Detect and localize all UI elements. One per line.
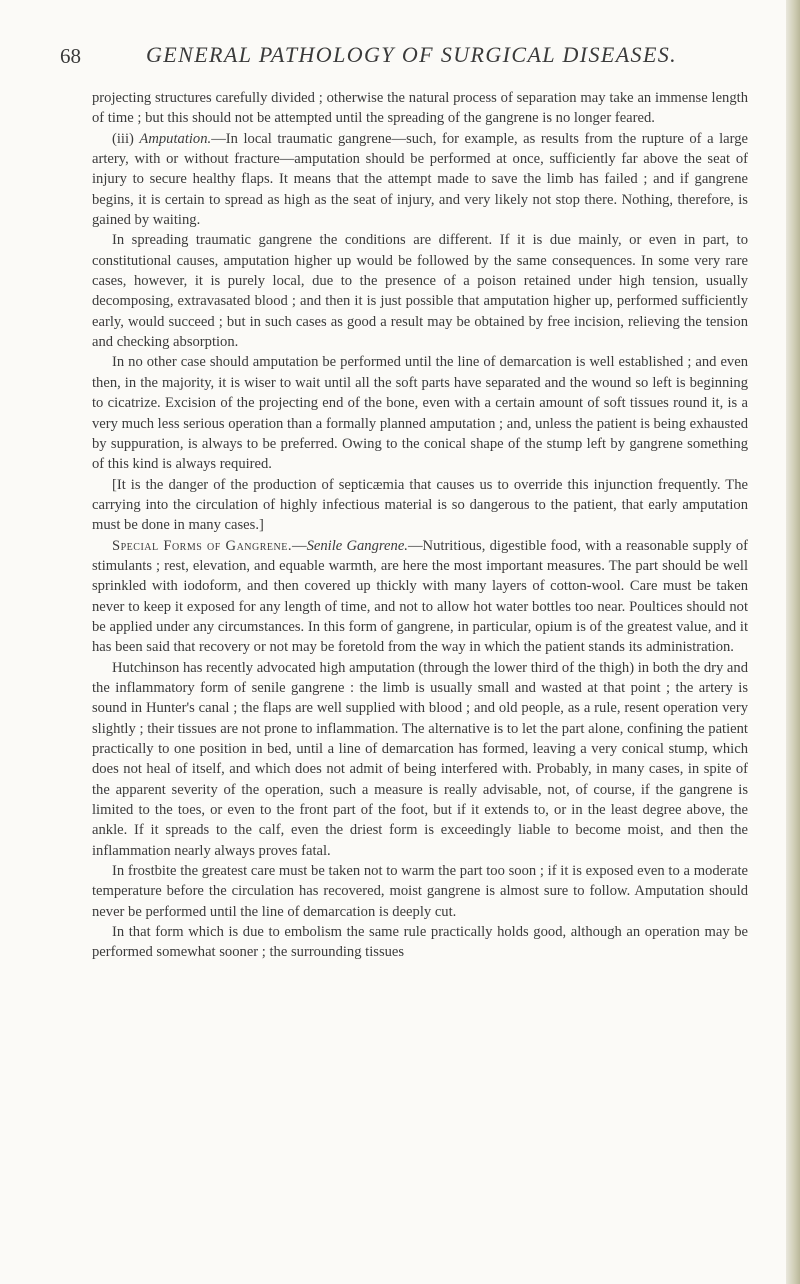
paragraph-septicaemia-note: [It is the danger of the production of septicæmia that causes us to override this injunction frequently. The carrying into the circulation of highly infectious material is so dangerous to the patient, that early amputation must be done in many cases.] <box>92 476 748 534</box>
paragraph-hutchinson: Hutchinson has recently advocated high amputation (through the lower third of the thigh) in both the dry and the inflammatory form of senile gangrene : the limb is usually small and wasted at that point ; the artery is sound in Hunter's canal ; the flaps are well supplied with blood ; and old people, as a rule, resent operation very slightly ; their tissues are not prone to inflammation. The alternative is to let the part alone, confining the patient practically to one position in bed, until a line of demarcation has formed, leaving a very conical stump, which does not heal of itself, and which does not admit of being interfered with. Probably, in many cases, in spite of the apparent severity of the operation, such a measure is really advisable, not, of course, if the gangrene is limited to the toes, or even to the front part of the foot, but if it extends to, or in the least degree above, the ankle. If it spreads to the calf, even the driest form is exceedingly liable to become moist, and then the inflammation nearly always proves fatal. <box>92 659 748 859</box>
running-header <box>60 40 750 72</box>
body-text <box>92 88 748 963</box>
list-numeral: (iii) <box>112 130 140 147</box>
paragraph-spreading-gangrene: In spreading traumatic gangrene the conditions are different. If it is due mainly, or even in part, to constitutional causes, amputation higher up would be followed by the same consequences. In some very rare cases, however, it is purely local, due to the presence of a poison retained under high tension, usually decomposing, extravasated blood ; and then it is just possible that amputation higher up, performed sufficiently early, would succeed ; but in such cases as good a result may be obtained by free incision, relieving the tension and checking absorption. <box>92 232 748 351</box>
page-edge-shadow <box>786 0 800 1284</box>
paragraph-amputation <box>92 129 748 231</box>
paragraph-frostbite: In frostbite the greatest care must be taken not to warm the part too soon ; if it is exposed even to a moderate temperature before the circulation has recovered, moist gangrene is almost sure to follow. Amputation should never be performed until the line of demarcation is deeply cut. <box>92 863 748 920</box>
section-heading-special-forms: Special Forms of Gangrene. <box>112 537 292 554</box>
paragraph-senile-text: —Nutritious, digestible food, with a reasonable supply of stimulants ; rest, elevation, and equable warmth, are here the most important measures. The part should be well sprinkled with iodoform, and then covered up thickly with many layers of cotton-wool. Care must be taken never to keep it exposed for any length of time, and not to allow hot water bottles too near. Poultices should not be applied under any circumstances. In this form of gangrene, in particular, opium is of the greatest value, and it has been said that recovery or not may be foretold from the way in which the patient stands its administration. <box>92 537 748 656</box>
page-number: 68 <box>60 44 81 68</box>
heading-dash: — <box>292 537 307 554</box>
paragraph-special-forms <box>92 536 748 658</box>
subheading-senile-gangrene: Senile Gangrene. <box>306 537 408 554</box>
running-title: GENERAL PATHOLOGY OF SURGICAL DISEASES. <box>146 42 678 67</box>
paragraph-demarcation: In no other case should amputation be performed until the line of demarcation is well established ; and even then, in the majority, it is wiser to wait until all the soft parts have separated and the wound so left is beginning to cicatrize. Excision of the projecting end of the bone, even with a certain amount of soft tissues round it, is a very much less serious operation than a formally planned amputation ; and, unless the patient is being exhausted by suppuration, is always to be preferred. Owing to the conical shape of the stump left by gangrene something of this kind is always required. <box>92 354 748 473</box>
paragraph-amputation-text: —In local traumatic gangrene—such, for example, as results from the rupture of a large artery, with or without fracture—amputation should be performed at once, sufficiently far above the seat of injury to secure healthy flaps. It means that the attempt made to save the limb has failed ; and if gangrene begins, it is certain to spread as high as the seat of injury, and very likely not stop there. Nothing, therefore, is gained by waiting. <box>92 130 748 229</box>
paragraph-continuation: projecting structures carefully divided ; otherwise the natural process of separation may take an immense length of time ; but this should not be attempted until the spreading of the gangrene is no longer feared. <box>92 90 748 127</box>
paragraph-embolism: In that form which is due to embolism the same rule practically holds good, although an operation may be performed somewhat sooner ; the surrounding tissues <box>92 924 748 961</box>
section-heading-amputation: Amputation. <box>139 130 212 147</box>
